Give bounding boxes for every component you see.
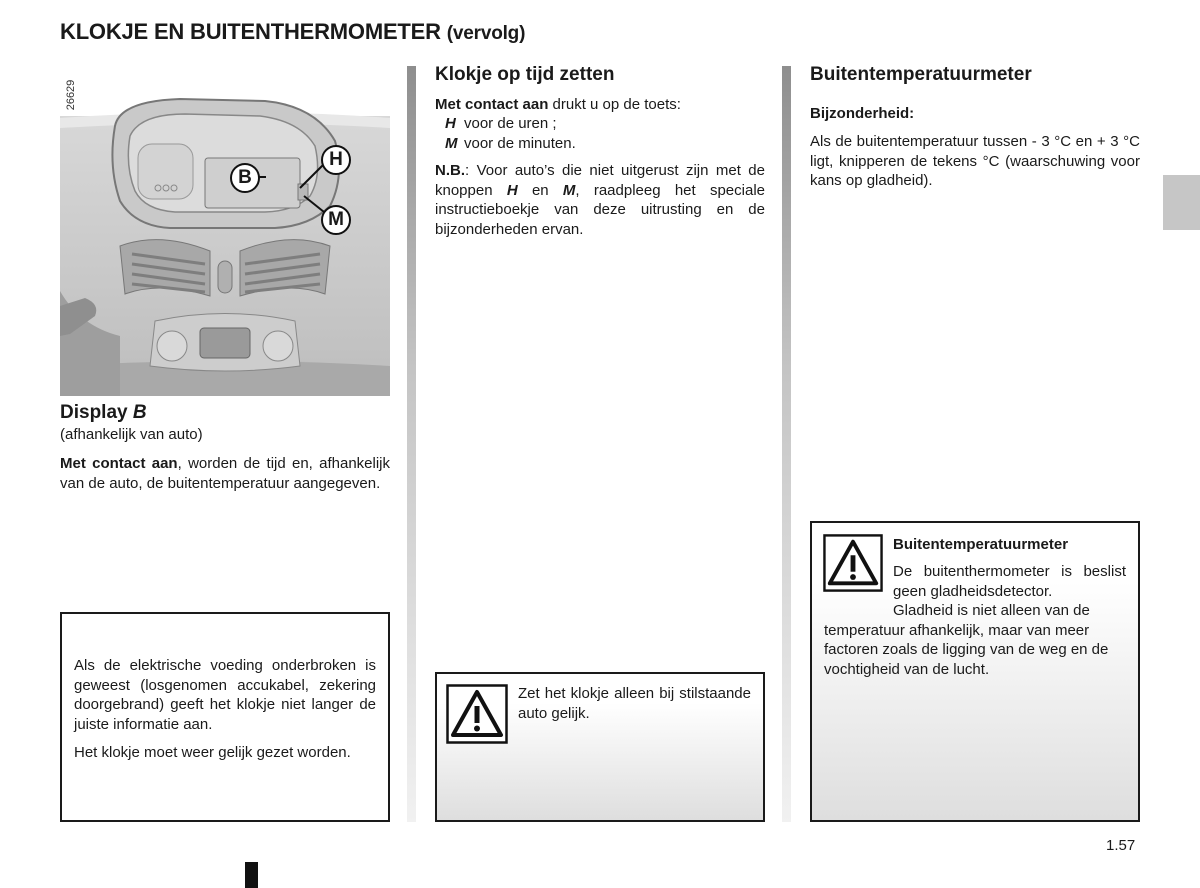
callout-h: H (321, 145, 351, 175)
list-item: M voor de minuten. (445, 134, 576, 152)
peculiarity-heading: Bijzonderheid: (810, 105, 915, 122)
callout-m: M (321, 205, 351, 235)
thermometer-warning-text-2: Gladheid is niet alleen van de temperatuur afhankelijk, maar van meer factoren zoals de ligging van de weg en de vochtigheid van de lucht. (824, 602, 1109, 678)
callout-b: B (230, 163, 260, 193)
power-notice-text: Als de elektrische voeding onderbroken is geweest (losgenomen accukabel, zekering doorgebrand) geeft het klokje niet langer de juiste informatie aan. (74, 657, 376, 733)
clock-warning-box (435, 672, 765, 822)
display-paragraph: Met contact aan, worden de tijd en, afhankelijk van de auto, de buitentemperatuur aangegeven. (60, 455, 391, 492)
page-title-main: KLOKJE EN BUITENTHERMOMETER (60, 19, 441, 44)
clock-setting-heading: Klokje op tijd zetten (435, 64, 615, 85)
section-tab (1163, 175, 1200, 230)
power-notice-box (60, 612, 390, 822)
list-item: H voor de uren ; (445, 115, 557, 132)
thermometer-warning-title: Buitentemperatuurmeter (893, 536, 1069, 553)
thermometer-warning-text: De buitenthermometer is beslist geen gladheidsdetector. (893, 563, 1126, 600)
outside-temp-heading: Buitentemperatuurmeter (810, 64, 1032, 85)
display-heading: Display B (60, 402, 147, 423)
display-subnote: (afhankelijk van auto) (60, 426, 203, 443)
warning-icon (446, 684, 508, 744)
column-divider-right (782, 66, 791, 822)
page-edge-mark (245, 862, 258, 888)
power-notice-text-2: Het klokje moet weer gelijk gezet worden. (74, 744, 351, 761)
page-title-suffix: (vervolg) (446, 23, 526, 44)
illustration-code: 26629 (65, 79, 77, 111)
page-number: 1.57 (1106, 837, 1136, 854)
outside-temp-paragraph: Als de buitentemperatuur tussen - 3 °C en + 3 °C ligt, knipperen de tekens °C (waarschuwing voor kans op gladheid). (810, 133, 1140, 189)
clock-intro: Met contact aan drukt u op de toets: (435, 96, 681, 113)
page-title (60, 19, 525, 45)
nb-paragraph: N.B.: Voor auto’s die niet uitgerust zijn met de knoppen H en M, raadpleeg het speciale instructieboekje van deze uitrusting en de bijzonderheden ervan. (435, 162, 765, 238)
column-divider-left (407, 66, 416, 822)
clock-warning-text: Zet het klokje alleen bij stilstaande auto gelijk. (518, 685, 751, 722)
thermometer-warning-box (810, 521, 1140, 822)
clock-button-list (435, 114, 765, 153)
warning-icon (823, 533, 883, 593)
